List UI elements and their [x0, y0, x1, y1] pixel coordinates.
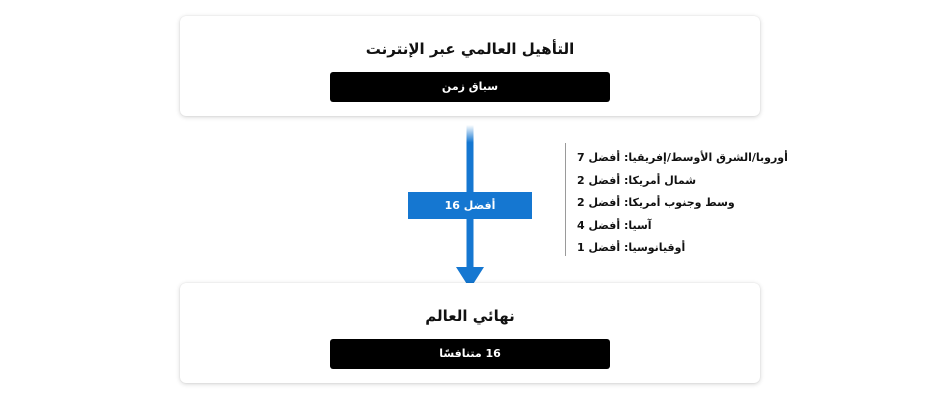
advance-badge: أفضل 16	[408, 192, 532, 219]
regional-quota-list	[577, 147, 817, 260]
online-qualifier-card	[180, 16, 760, 116]
quota-emea: أوروبا/الشرق الأوسط/إفريقيا: أفضل 7	[577, 151, 788, 164]
quota-asia: آسيا: أفضل 4	[577, 218, 652, 232]
quota-oceania: أوقيانوسيا: أفضل 1	[577, 241, 686, 254]
finals-competitors-pill: 16 متنافسًا	[330, 339, 610, 369]
quota-divider	[565, 143, 566, 256]
world-finals-card	[180, 283, 760, 383]
qualifier-title: التأهيل العالمي عبر الإنترنت	[365, 40, 575, 58]
quota-north-america: شمال أمريكا: أفضل 2	[577, 173, 697, 187]
qualifier-format-pill: سباق زمن	[330, 72, 610, 102]
finals-title: نهائي العالم	[425, 307, 515, 325]
quota-central-south-america: وسط وجنوب أمريكا: أفضل 2	[577, 196, 735, 209]
